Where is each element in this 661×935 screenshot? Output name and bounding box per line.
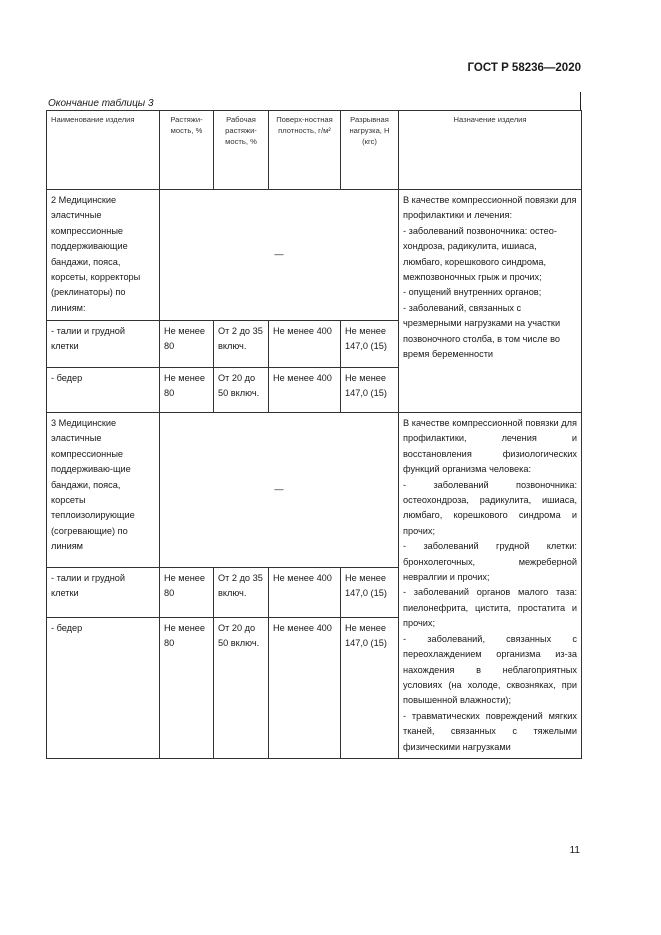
surface-density-cell: Не менее 400 <box>269 567 341 617</box>
table-border-tick <box>580 92 581 110</box>
specification-table <box>46 110 582 759</box>
working-stretch-cell: От 2 до 35 включ. <box>214 567 269 617</box>
not-applicable-cell: — <box>160 413 399 568</box>
working-stretch-cell: От 2 до 35 включ. <box>214 321 269 368</box>
surface-density-cell: Не менее 400 <box>269 368 341 413</box>
stretch-cell: Не менее 80 <box>160 567 214 617</box>
working-stretch-cell: От 20 до 50 включ. <box>214 617 269 758</box>
product-name-cell: 2 Медицинские эластичные компрессионные поддерживающие бандажи, пояса, корсеты, корректоры (реклинаторы) по линиям: <box>47 190 160 321</box>
working-stretch-cell: От 20 до 50 включ. <box>214 368 269 413</box>
purpose-cell <box>399 190 582 413</box>
subrow-name-cell: - талии и грудной клетки <box>47 567 160 617</box>
header-purpose: Назначение изделия <box>399 111 582 190</box>
header-working-stretch: Рабочая растяжи-мость, % <box>214 111 269 190</box>
stretch-cell: Не менее 80 <box>160 321 214 368</box>
product-name-cell: 3 Медицинские эластичные компрессионные поддерживаю-щие бандажи, пояса, корсеты теплоизолирующие (согревающие) по линиям <box>47 413 160 568</box>
surface-density-cell: Не менее 400 <box>269 617 341 758</box>
purpose-line: В качестве компрессионной повязки для профилактики и лечения: <box>403 195 577 221</box>
purpose-line: - заболеваний позвоночника: остеохондроза, радикулита, ишиаса, люмбаго, корешкового синдрома и прочих; <box>403 479 577 536</box>
purpose-line: - травматических повреждений мягких тканей, связанных с тяжелыми физическими нагрузками <box>403 710 577 752</box>
surface-density-cell: Не менее 400 <box>269 321 341 368</box>
header-stretch: Растяжи-мость, % <box>160 111 214 190</box>
not-applicable-cell: — <box>160 190 399 321</box>
breaking-load-cell: Не менее 147,0 (15) <box>341 567 399 617</box>
purpose-line: - заболеваний позвоночника: остео-хондроза, радикулита, ишиаса, люмбаго, корешкового синдрома, межпозвоночных грыж и прочих; <box>403 225 557 283</box>
table-row <box>47 413 582 568</box>
subrow-name-cell: - талии и грудной клетки <box>47 321 160 368</box>
purpose-line: - опущений внутренних органов; <box>403 287 542 298</box>
breaking-load-cell: Не менее 147,0 (15) <box>341 617 399 758</box>
stretch-cell: Не менее 80 <box>160 368 214 413</box>
document-id: ГОСТ Р 58236—2020 <box>467 62 581 74</box>
purpose-line: В качестве компрессионной повязки для профилактики, лечения и восстановления физиологических функций организма человека: <box>403 418 577 475</box>
purpose-line: - заболеваний грудной клетки: бронхолегочных, межреберной невралгии и прочих; <box>403 541 577 583</box>
header-breaking-load: Разрывная нагрузка, Н (кгс) <box>341 111 399 190</box>
purpose-line: - заболеваний органов малого таза: пиелонефрита, цистита, простатита и прочих; <box>403 587 577 629</box>
purpose-line: - заболеваний, связанных с чрезмерными нагрузками на участки позвоночного столба, в том числе во время беременности <box>403 302 561 360</box>
subrow-name-cell: - бедер <box>47 368 160 413</box>
stretch-cell: Не менее 80 <box>160 617 214 758</box>
table-row <box>47 190 582 321</box>
header-surface-density: Поверх-ностная плотность, г/м² <box>269 111 341 190</box>
breaking-load-cell: Не менее 147,0 (15) <box>341 321 399 368</box>
header-product-name: Наименование изделия <box>47 111 160 190</box>
purpose-cell <box>399 413 582 759</box>
purpose-line: - заболеваний, связанных с переохлаждением организма из-за нахождения в неблагоприятных условиях (на холоде, сквозняках, при повышенной влажности); <box>403 633 577 706</box>
page-number: 11 <box>569 845 580 856</box>
breaking-load-cell: Не менее 147,0 (15) <box>341 368 399 413</box>
subrow-name-cell: - бедер <box>47 617 160 758</box>
table-caption: Окончание таблицы 3 <box>48 98 154 109</box>
table-header-row <box>47 111 582 190</box>
